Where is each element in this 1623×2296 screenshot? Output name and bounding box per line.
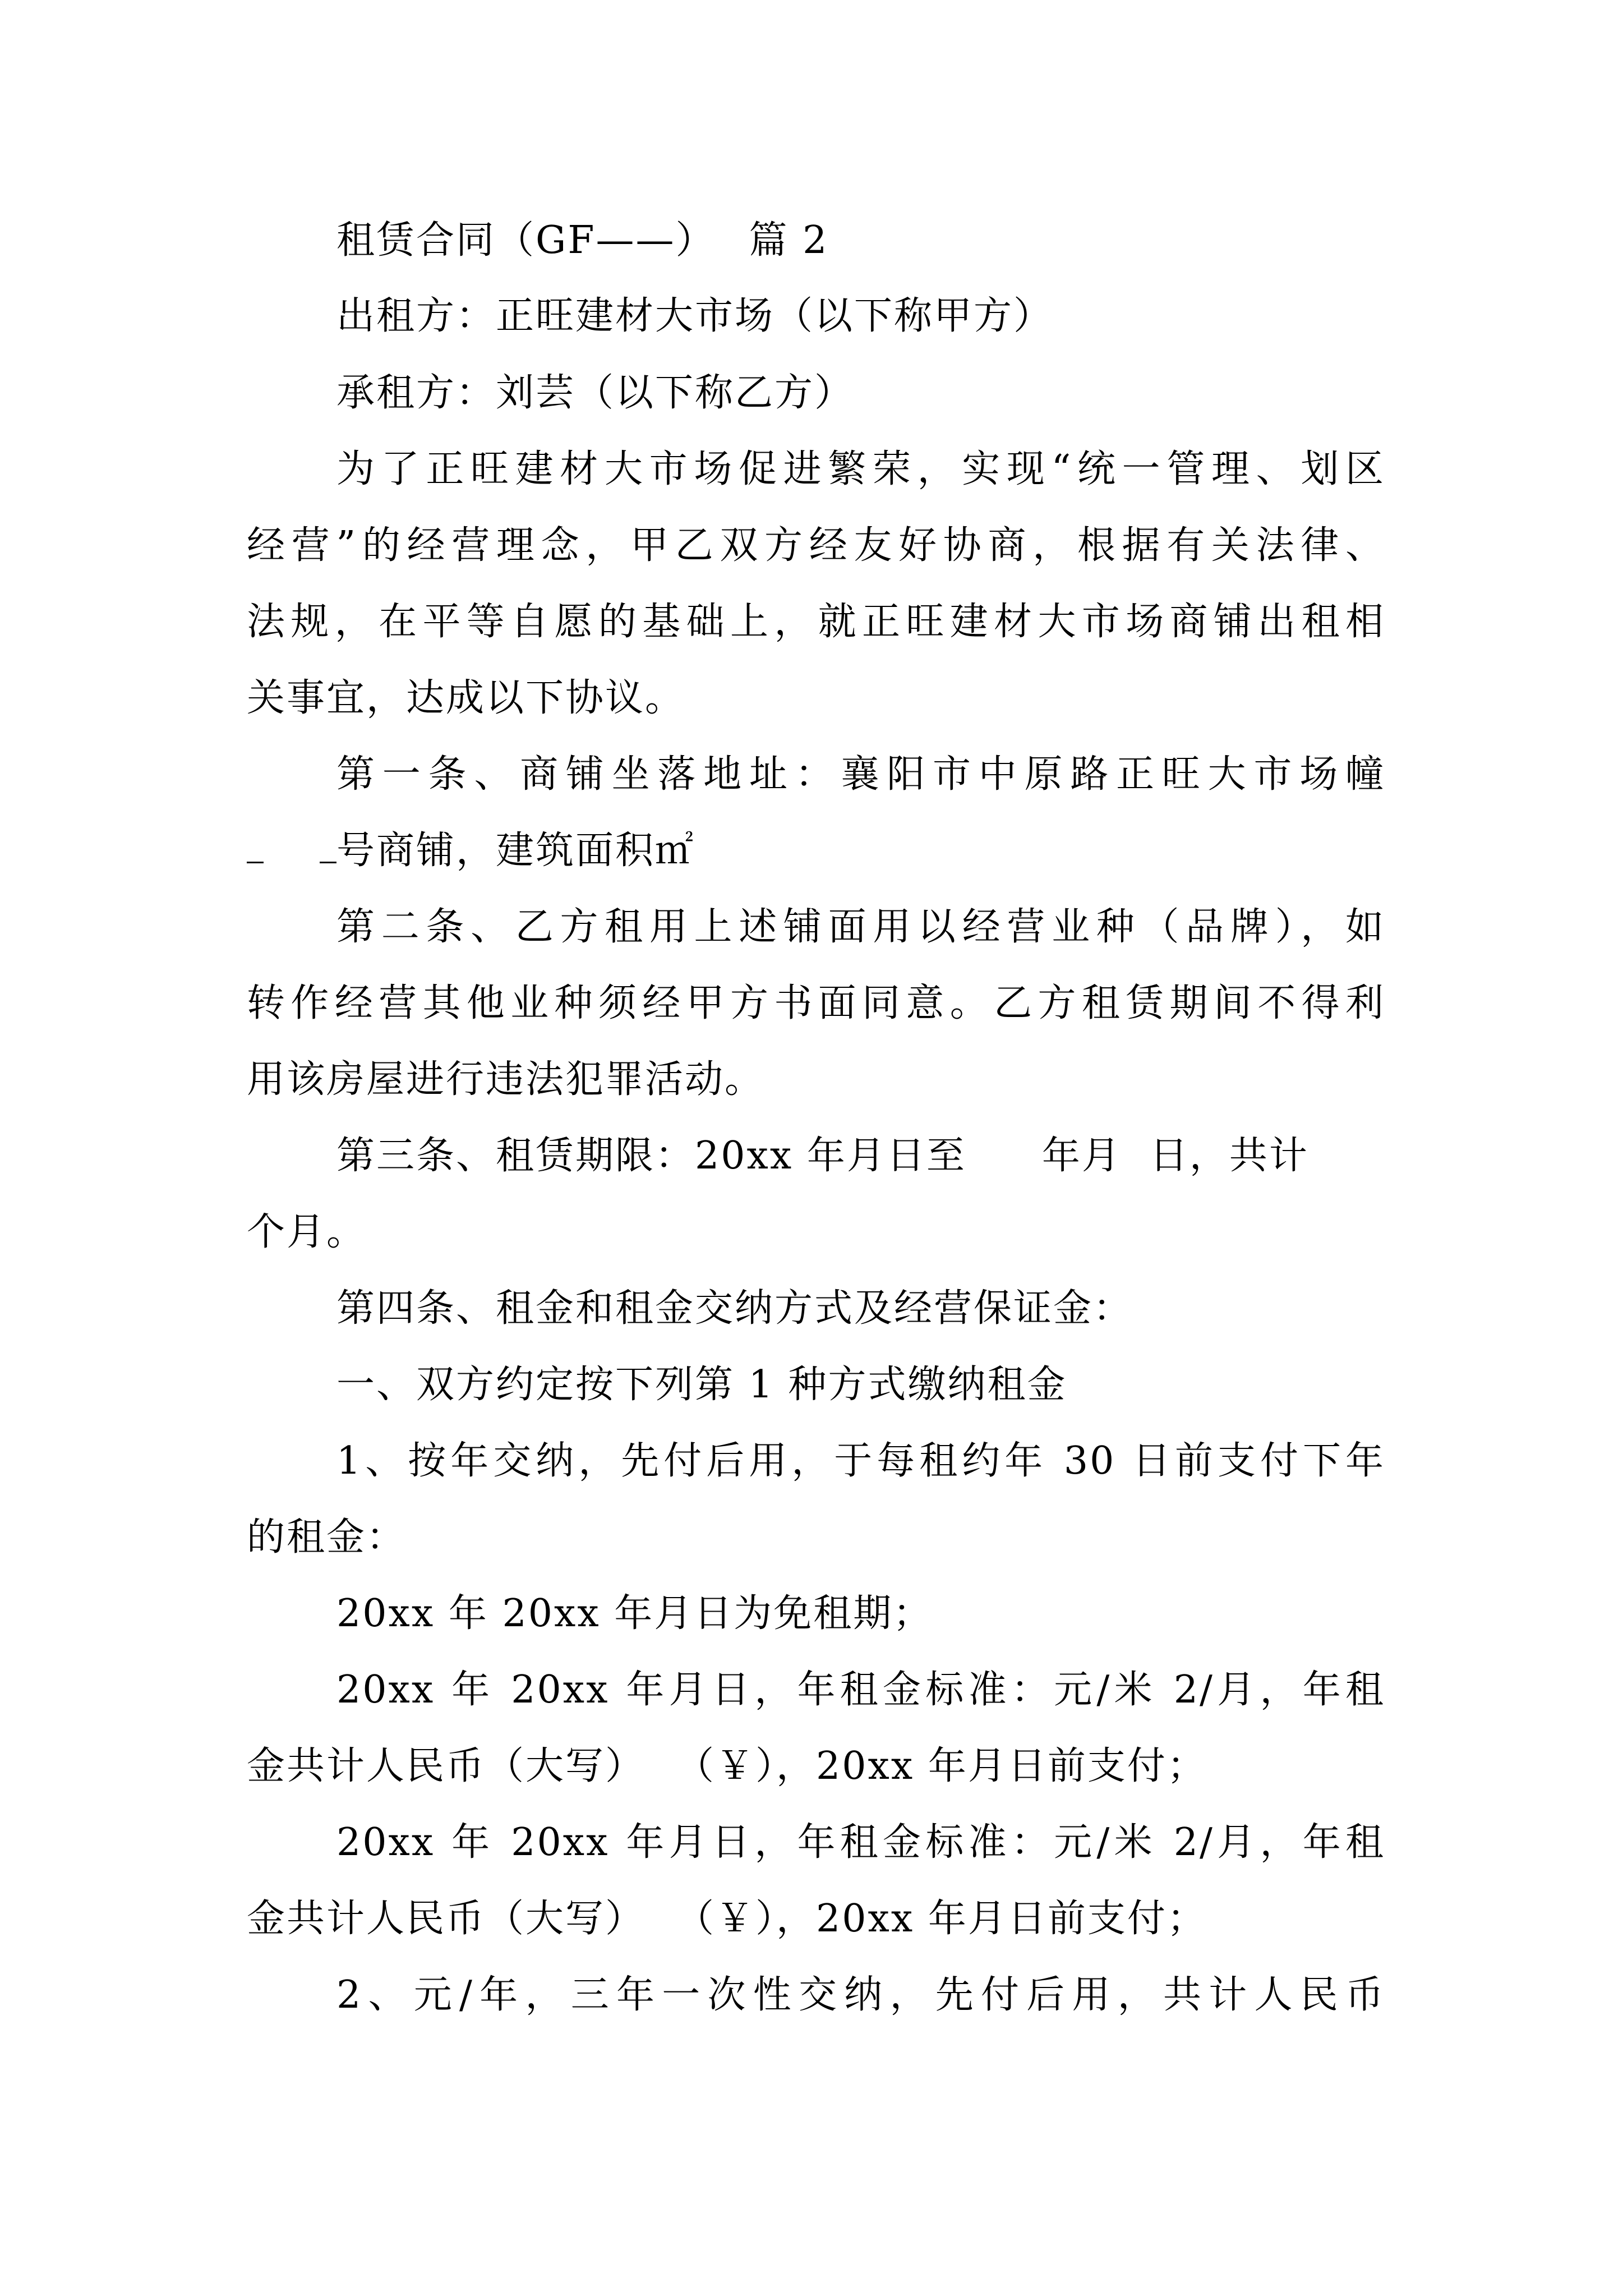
period1-amount-label: 金共计人民币（大写） [247,1744,645,1788]
free-period-line: 20xx 年 20xx 年月日为免租期； [336,1591,933,1636]
article4-clause1: 一、双方约定按下列第 1 种方式缴纳租金 [336,1363,1067,1407]
article1-text: 号商铺，建筑面积㎡ [336,829,695,873]
article3-line-2: 个月。 [247,1210,367,1254]
item1-line-1: 1、按年交纳，先付后用，于每租约年 30 日前支付下年 [336,1439,1385,1483]
preamble-line-1: 为了正旺建材大市场促进繁荣，实现“统一管理、划区 [336,447,1385,491]
article4-heading: 第四条、租金和租金交纳方式及经营保证金： [336,1286,1133,1331]
article2-line-1: 第二条、乙方租用上述铺面用以经营业种（品牌），如 [336,905,1385,949]
period1-amount-tail: （￥），20xx 年月日前支付； [676,1744,1207,1788]
preamble-line-4: 关事宜，达成以下协议。 [247,676,685,720]
article1-line-1: 第一条、商铺坐落地址：襄阳市中原路正旺大市场幢 [336,752,1385,797]
article3-part-a: 第三条、租赁期限：20xx 年月日至 [336,1134,966,1178]
period1-line-1: 20xx 年 20xx 年月日，年租金标准：元/米 2/月，年租 [336,1668,1385,1712]
item1-line-2: 的租金： [247,1515,407,1559]
preamble-line-2: 经营”的经营理念，甲乙双方经友好协商，根据有关法律、 [247,523,1385,568]
article2-line-3: 用该房屋进行违法犯罪活动。 [247,1057,765,1102]
period2-line-2 [247,1893,1207,1945]
lessee-line: 承租方：刘芸（以下称乙方） [336,371,855,415]
period2-amount-label: 金共计人民币（大写） [247,1897,645,1941]
blank-field [320,859,336,863]
document-title: 租赁合同（GF——） [336,218,716,263]
article2-line-2: 转作经营其他业种须经甲方书面同意。乙方租赁期间不得利 [247,981,1385,1025]
document-title-line [336,215,828,266]
item2-line-1: 2、元/年，三年一次性交纳，先付后用，共计人民币 [336,1973,1385,2017]
period2-line-1: 20xx 年 20xx 年月日，年租金标准：元/米 2/月，年租 [336,1820,1385,1865]
blank-field [247,859,264,863]
article3-line-1 [336,1130,1309,1182]
section-label: 篇 2 [749,218,829,263]
period1-line-2 [247,1741,1207,1792]
period2-amount-tail: （￥），20xx 年月日前支付； [676,1897,1207,1941]
preamble-line-3: 法规，在平等自愿的基础上，就正旺建材大市场商铺出租相 [247,600,1385,644]
article1-line-2 [247,825,695,877]
article3-part-b: 年月 [1041,1134,1122,1178]
lessor-line: 出租方：正旺建材大市场（以下称甲方） [336,294,1054,338]
article3-part-c: 日，共计 [1149,1134,1309,1178]
